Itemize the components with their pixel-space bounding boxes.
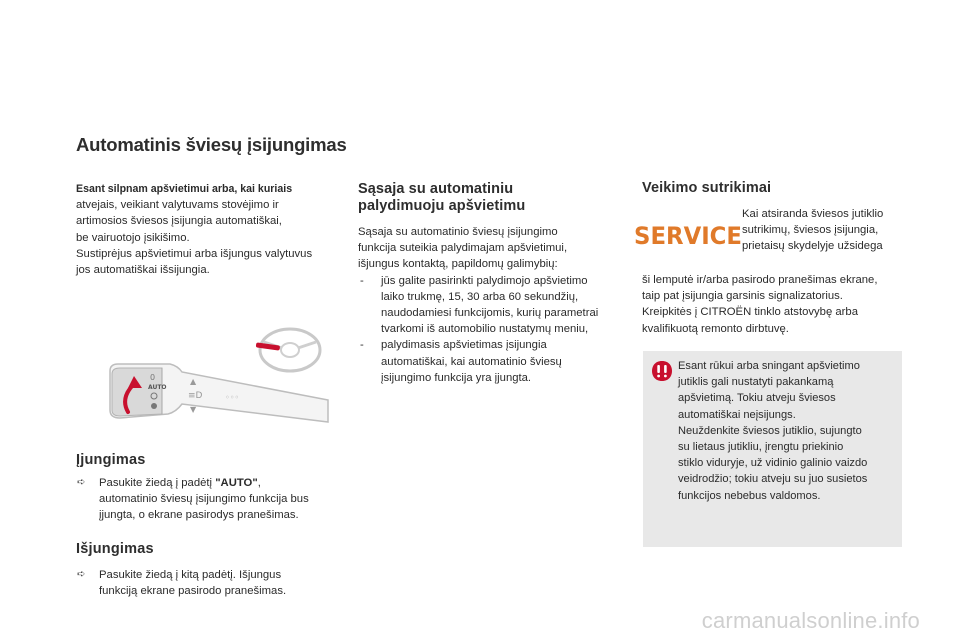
sasaja-heading: Sąsaja su automatiniu palydimuoju apšvietimu <box>358 181 526 214</box>
sasaja-section: Sąsaja su automatiniu palydimuoju apšvietimu Sąsaja su automatinio šviesų įsijungimo funkcija suteikia palydimajam apšvietimui, išjungus kontaktą, papildomų galimybių: - jūs galite pasirinkti palydimojo apšvietimo laiko trukmę, 15, 30 arba 60 sekundžių, naudodamiesi funkcijomis, kurių parametrai tvarkomi iš automobilio nustatymų meniu, - palydimasis apšvietimas įsijungia automatiškai, kai automatinio šviesų įsijungimo funkcija yra įjungta. <box>358 181 630 386</box>
list-item: - jūs galite pasirinkti palydimojo apšvietimo laiko trukmę, 15, 30 arba 60 sekundžių, naudodamiesi funkcijomis, kurių parametrai tvarkomi iš automobilio nustatymų meniu, <box>358 273 630 338</box>
auto-label: AUTO <box>148 384 167 391</box>
warning-text: Esant rūkui arba sningant apšvietimo jutiklis gali nustatyti pakankamą apšvietimą. Tokiu atveju šviesos automatiškai neįsijungs. Neuždenkite šviesos jutiklio, sujungto su lietaus jutikliu, įrengtu priekinio stiklo viduryje, už vidinio galinio vaizdo veidrodžio; tokiu atveju su juo susietos funkcijos nebebus valdomos. <box>678 360 868 502</box>
intro-lead: Esant silpnam apšvietimui arba, kai kuriais <box>76 183 293 195</box>
steering-wheel-icon <box>256 329 320 371</box>
intro-paragraph <box>76 181 348 278</box>
light-switch-stalk-illustration <box>90 326 330 446</box>
isjungimas-heading: Išjungimas <box>76 541 154 557</box>
svg-text:▼: ▼ <box>190 405 197 414</box>
light-switch-illustration <box>90 326 330 446</box>
veikimo-section: Veikimo sutrikimai SERVICE Kai atsiranda šviesos jutiklio sutrikimų, šviesos įsijungia, prietaisų skydelyje užsidega ši lemputė ir/arba pasirodo pranešimas ekrane, taip pat įsijungia garsinis signalizatorius. Kreipkitės į CITROËN tinklo atstovybę arba kvalifikuotą remonto dirbtuvę. <box>642 180 910 337</box>
page-title: Automatinis šviesų įsijungimas <box>76 134 347 155</box>
ring-label-auto: 0 <box>150 373 156 382</box>
intro-line: atvejais, veikiant valytuvams stovėjimo ir <box>76 199 279 212</box>
ijungimas-section <box>76 452 348 524</box>
svg-text:◦◦◦: ◦◦◦ <box>225 393 240 402</box>
sasaja-list <box>358 273 630 386</box>
arrow-right-icon: ➪ <box>77 477 86 488</box>
double-exclamation-warning-icon <box>651 360 673 382</box>
veikimo-heading: Veikimo sutrikimai <box>642 180 772 196</box>
intro-line: be vairuotojo įsikišimo. <box>76 231 190 244</box>
intro-line: Sustiprėjus apšvietimui arba išjungus valytuvus <box>76 247 313 260</box>
auto-position: "AUTO" <box>215 477 258 489</box>
service-description: Kai atsiranda šviesos jutiklio sutrikimų, šviesos įsijungia, prietaisų skydelyje užsidega <box>742 208 884 253</box>
service-warning-icon <box>634 214 742 252</box>
service-row <box>634 206 910 272</box>
list-item: - palydimasis apšvietimas įsijungia automatiškai, kai automatinio šviesų įsijungimo funkcija yra įjungta. <box>358 337 630 386</box>
ijungimas-heading: Įjungimas <box>76 452 146 468</box>
watermark: carmanualsonline.info <box>701 608 920 633</box>
intro-line: artimosios šviesos įsijungia automatiškai, <box>76 215 282 228</box>
isjungimas-section <box>76 541 348 599</box>
isjungimas-bullet: ➪ Pasukite žiedą į kitą padėtį. Išjungus funkciją ekrane pasirodo pranešimas. <box>77 569 287 598</box>
svg-text:SERVICE: SERVICE <box>634 221 742 251</box>
svg-text:▲: ▲ <box>190 377 197 386</box>
warning-box <box>643 351 902 547</box>
arrow-right-icon: ➪ <box>77 569 86 580</box>
intro-line: jos automatiškai išsijungia. <box>76 264 210 277</box>
ijungimas-bullet: ➪ Pasukite žiedą į padėtį "AUTO", automatinio šviesų įsijungimo funkcija bus įjungta, o ekrane pasirodys pranešimas. <box>77 477 309 522</box>
svg-text:≡D: ≡D <box>188 391 203 401</box>
